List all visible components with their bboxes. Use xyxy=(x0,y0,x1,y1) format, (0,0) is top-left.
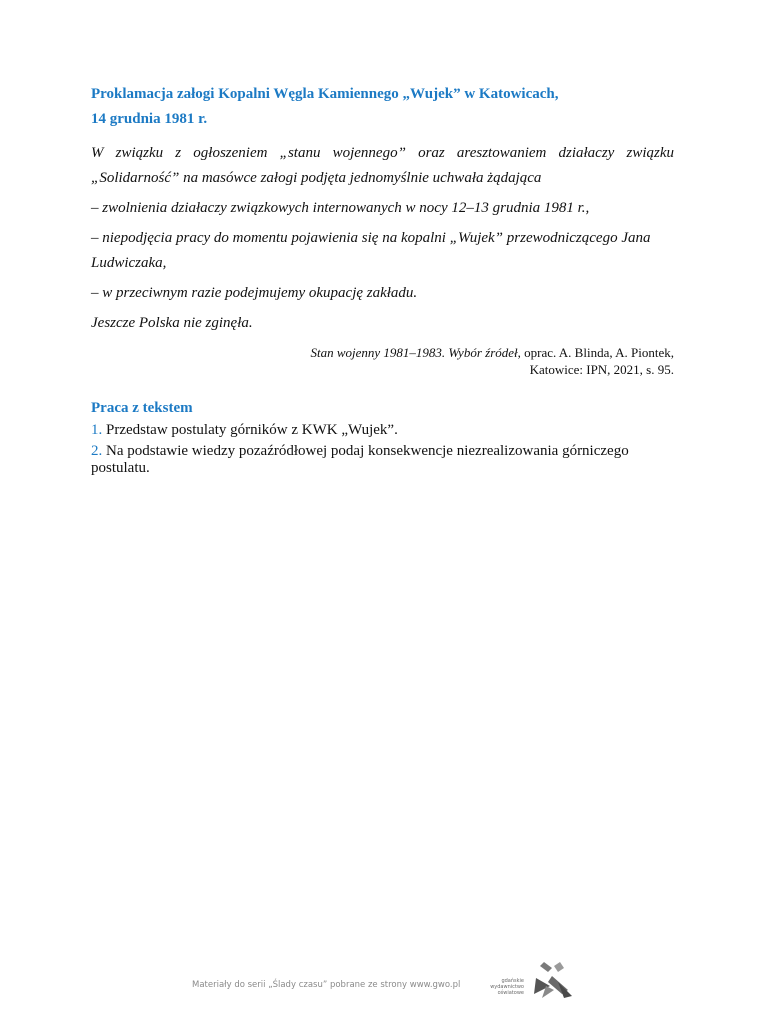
source-closing: Jeszcze Polska nie zginęła. xyxy=(91,315,253,331)
page-footer xyxy=(190,960,590,1000)
task-number: 2. xyxy=(91,443,103,459)
task-item-1 xyxy=(91,422,674,439)
task-item-2 xyxy=(91,443,674,477)
task-number: 1. xyxy=(91,422,103,438)
source-demand-2: – niepodjęcia pracy do momentu pojawienia się na kopalni „Wujek” przewodniczącego Jana Ludwiczaka, xyxy=(91,230,651,271)
task-text: Na podstawie wiedzy pozaźródłowej podaj konsekwencje niezrealizowania górniczego postulatu. xyxy=(91,443,629,476)
publisher-name-line-2: wydawnictwo xyxy=(490,984,524,990)
source-demand-1: – zwolnienia działaczy związkowych internowanych w nocy 12–13 grudnia 1981 r., xyxy=(91,200,590,216)
citation-title: Stan wojenny 1981–1983. Wybór źródeł xyxy=(310,345,518,360)
source-intro: W związku z ogłoszeniem „stanu wojennego” oraz aresztowaniem działaczy związku „Solidarność” na masówce załogi podjęta jednomyślnie uchwała żądająca xyxy=(91,145,674,186)
publisher-name-line-1: gdańskie xyxy=(501,978,524,984)
document-date: 14 grudnia 1981 r. xyxy=(91,111,208,127)
document-content xyxy=(91,84,674,477)
gwo-logo-icon xyxy=(528,960,574,1000)
tasks-section-title: Praca z tekstem xyxy=(91,400,193,416)
citation-line-2: Katowice: IPN, 2021, s. 95. xyxy=(529,362,674,377)
task-text: Przedstaw postulaty górników z KWK „Wujek”. xyxy=(102,422,398,438)
citation-line-1 xyxy=(91,344,674,361)
publisher-name-line-3: oświatowe xyxy=(497,990,524,996)
document-title: Proklamacja załogi Kopalni Węgla Kamiennego „Wujek” w Katowicach, xyxy=(91,86,559,102)
citation-editors: , oprac. A. Blinda, A. Piontek, xyxy=(517,345,674,360)
source-citation xyxy=(91,344,674,378)
source-demand-3: – w przeciwnym razie podejmujemy okupację zakładu. xyxy=(91,285,418,301)
footer-source-text: Materiały do serii „Ślady czasu” pobrane ze strony www.gwo.pl xyxy=(192,980,461,990)
publisher-name xyxy=(480,978,524,996)
